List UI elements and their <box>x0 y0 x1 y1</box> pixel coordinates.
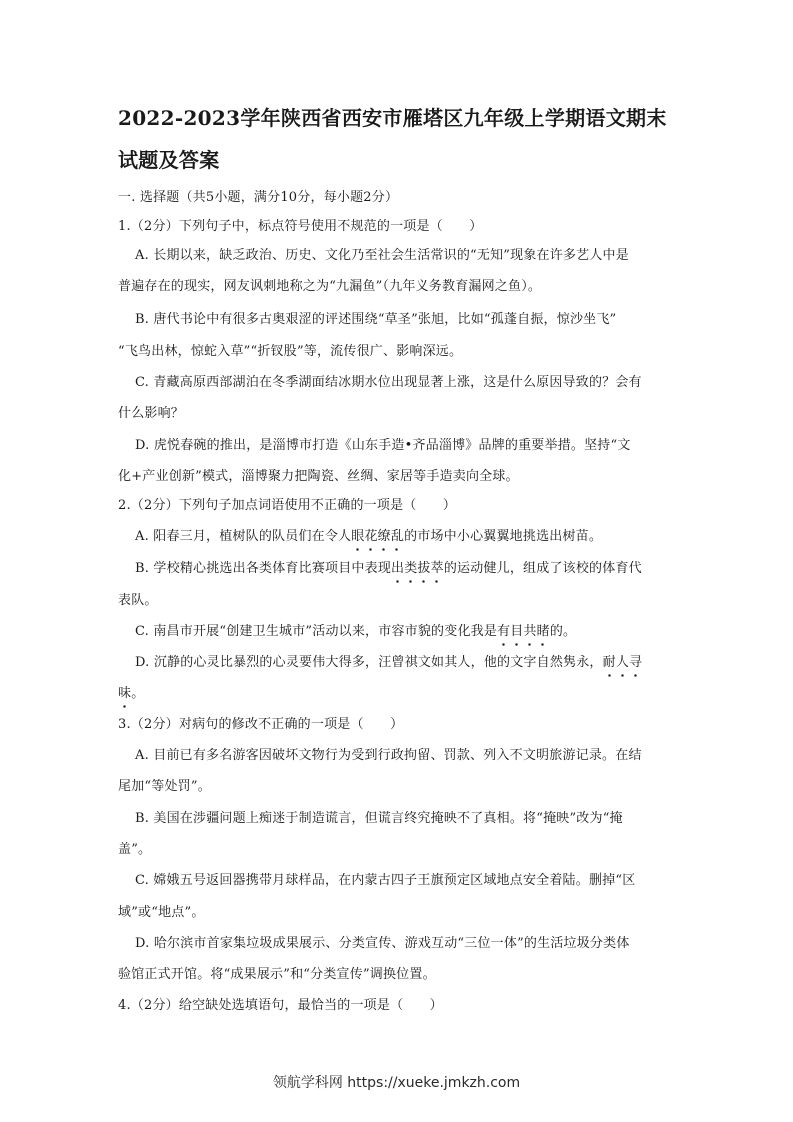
q3-option-a-line-2: 尾加“等处罚”。 <box>118 779 211 794</box>
q3-option-b-line-1: B. 美国在涉疆问题上痴迷于制造谎言，但谎言终究掩映不了真相。将“掩映”改为“掩 <box>135 811 623 826</box>
q2-option-d-dotted-word-part-1: 耐人寻 <box>602 655 643 670</box>
q3-option-c-line-1: C. 嫦娥五号返回器携带月球样品，在内蒙古四子王旗预定区域地点安全着陆。删掉“区 <box>135 873 636 888</box>
q2-option-a-dotted-word: 眼花缭乱 <box>351 529 405 544</box>
q3-option-a-line-1: A. 目前已有多名游客因破坏文物行为受到行政拘留、罚款、列入不文明旅游记录。在结 <box>135 748 642 763</box>
q1-option-c-line-1: C. 青藏高原西部湖泊在冬季湖面结冰期水位出现显著上涨，这是什么原因导致的？会有 <box>135 375 642 390</box>
q2-option-c-suffix: 的。 <box>549 624 577 639</box>
q2-option-b-dotted-word: 出类拔萃 <box>391 561 444 576</box>
q2-option-a-prefix: A. 阳春三月，植树队的队员们在令人 <box>135 529 352 544</box>
q3-option-b-line-2: 盖”。 <box>118 842 152 857</box>
document-title-line-1: 2022-2023学年陕西省西安市雁塔区九年级上学期语文期末 <box>118 106 667 130</box>
question-3-stem: 3.（2分）对病句的修改不正确的一项是（ ） <box>118 717 404 732</box>
q3-option-c-line-2: 域”或“地点”。 <box>118 905 205 920</box>
q1-option-b-line-1: B. 唐代书论中有很多古奥艰涩的评述围绕“草圣”张旭，比如“孤蓬自振，惊沙坐飞” <box>135 312 617 327</box>
q2-option-b-suffix: 的运动健儿，组成了该校的体育代 <box>443 561 642 576</box>
q1-option-a-line-1: A. 长期以来，缺乏政治、历史、文化乃至社会生活常识的“无知”现象在许多艺人中是 <box>135 248 629 263</box>
q2-option-c <box>135 624 688 640</box>
q2-option-b-line-2: 表队。 <box>118 593 158 608</box>
q2-option-d-line-1 <box>135 655 688 671</box>
document-title-line-2: 试题及答案 <box>118 148 220 172</box>
q2-option-a <box>135 529 688 545</box>
q1-option-c-line-2: 什么影响？ <box>118 406 185 421</box>
q2-option-c-prefix: C. 南昌市开展“创建卫生城市”活动以来，市容市貌的变化我是 <box>135 624 498 639</box>
q1-option-d-line-1: D. 虎悦春碗的推出，是淄博市打造《山东手造•齐品淄博》品牌的重要举措。坚持“文 <box>135 438 631 453</box>
q2-option-b-prefix: B. 学校精心挑选出各类体育比赛项目中表现 <box>135 561 392 576</box>
page-footer: 领航学科网 https://xueke.jmkzh.com <box>272 1075 521 1091</box>
q3-option-d-line-1: D. 哈尔滨市首家集垃圾成果展示、分类宣传、游戏互动“三位一体”的生活垃圾分类体 <box>135 936 630 951</box>
question-4-stem: 4.（2分）给空缺处选填语句，最恰当的一项是（ ） <box>118 998 443 1013</box>
q2-option-c-dotted-word: 有目共睹 <box>497 624 550 639</box>
q1-option-a-line-2: 普遍存在的现实，网友讽刺地称之为“九漏鱼”（九年义务教育漏网之鱼）。 <box>118 279 542 294</box>
q3-option-d-line-2: 验馆正式开馆。将“成果展示”和“分类宣传”调换位置。 <box>118 967 436 982</box>
q2-option-a-suffix: 的市场中小心翼翼地挑选出树苗。 <box>404 529 603 544</box>
q2-option-b-line-1 <box>135 561 688 577</box>
question-1-stem: 1.（2分）下列句子中，标点符号使用不规范的一项是（ ） <box>118 219 483 234</box>
q1-option-d-line-2: 化+产业创新”模式，淄博聚力把陶瓷、丝绸、家居等手造卖向全球。 <box>118 469 519 484</box>
q2-option-d-suffix: 。 <box>131 686 145 701</box>
q2-option-d-prefix: D. 沉静的心灵比暴烈的心灵要伟大得多，汪曾祺文如其人，他的文字自然隽永， <box>135 655 603 670</box>
section-heading: 一. 选择题（共5小题，满分10分，每小题2分） <box>118 190 399 205</box>
question-2-stem: 2.（2分）下列句子加点词语使用不正确的一项是（ ） <box>118 498 457 513</box>
q1-option-b-line-2: “飞鸟出林，惊蛇入草”“折钗股”等，流传很广、影响深远。 <box>118 344 463 359</box>
q2-option-d-dotted-word-part-2: 味 <box>118 686 132 701</box>
q2-option-d-line-2 <box>118 686 688 702</box>
